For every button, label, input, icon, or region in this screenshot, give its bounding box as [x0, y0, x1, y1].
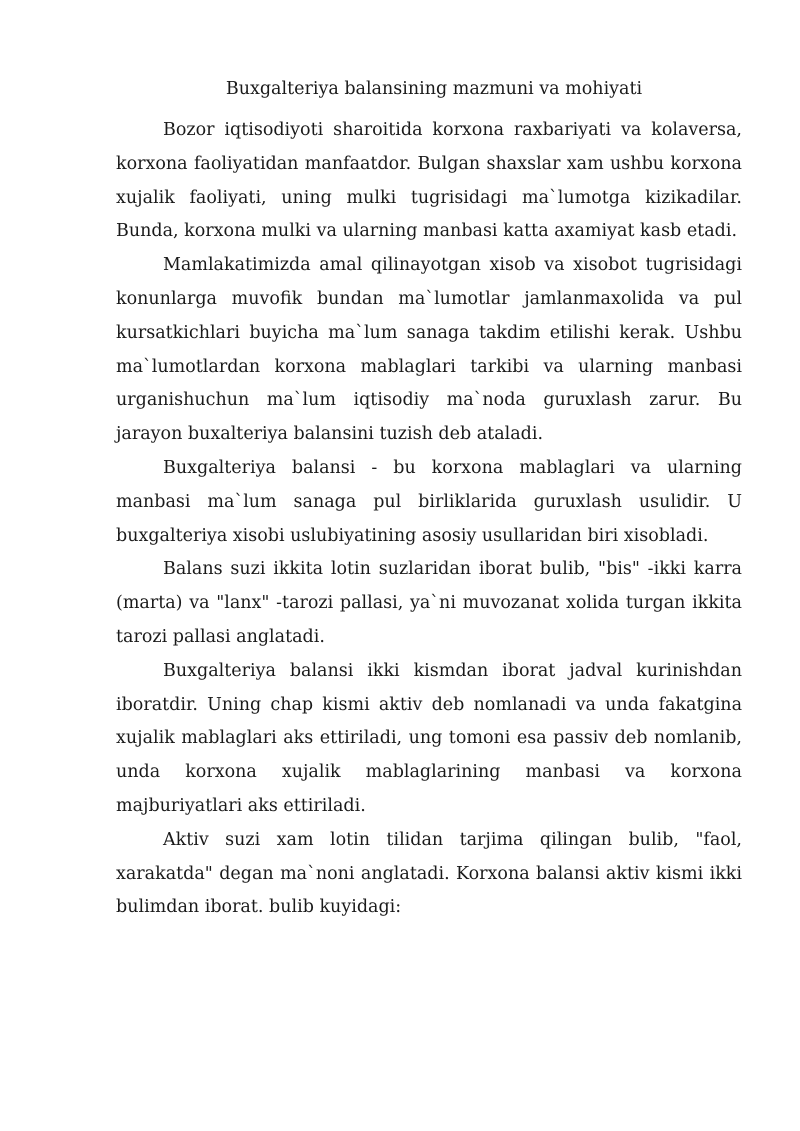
paragraph-1: Bozor iqtisodiyoti sharoitida korxona raxbariyati va kolaversa, korxona faoliyatidan manfaatdor. Bulgan shaxslar xam ushbu korxona xujalik faoliyati, uning mulki tugrisidagi ma`lumotga kizikadilar. Bunda, korxona mulki va ularning manbasi katta axamiyat kasb etadi.: [116, 120, 742, 242]
paragraph-2: Mamlakatimizda amal qilinayotgan xisob va xisobot tugrisidagi konunlarga muvofik bundan ma`lumotlar jamlanmaxolida va pul kursatkichlari buyicha ma`lum sanaga takdim etilishi kerak. Ushbu ma`lumotlardan korxona mablaglari tarkibi va ularning manbasi urganishuchun ma`lum iqtisodiy ma`noda guruxlash zarur. Bu jarayon buxalteriya balansini tuzish deb ataladi.: [116, 255, 742, 445]
paragraph-3: Buxgalteriya balansi - bu korxona mablaglari va ularning manbasi ma`lum sanaga pul birliklarida guruxlash usulidir. U buxgalteriya xisobi uslubiyatining asosiy usullaridan biri xisobladi.: [116, 457, 742, 546]
paragraph-5: Buxgalteriya balansi ikki kismdan iborat jadval kurinishdan iboratdir. Uning chap kismi aktiv deb nomlanadi va unda fakatgina xujalik mablaglari aks ettiriladi, ung tomoni esa passiv deb nomlanib, unda korxona xujalik mablaglarining manbasi va korxona majburiyatlari aks ettiriladi.: [116, 660, 742, 816]
document-page: [116, 72, 742, 925]
paragraph-4: Balans suzi ikkita lotin suzlaridan iborat bulib, "bis" -ikki karra (marta) va "lanx" -tarozi pallasi, ya`ni muvozanat xolida turgan ikkita tarozi pallasi anglatadi.: [116, 559, 742, 647]
document-title: Buxgalteriya balansining mazmuni va mohiyati: [225, 79, 643, 99]
paragraph-6: Aktiv suzi xam lotin tilidan tarjima qilingan bulib, "faol, xarakatda" degan ma`noni anglatadi. Korxona balansi aktiv kismi ikki bulimdan iborat. bulib kuyidagi:: [116, 829, 742, 918]
